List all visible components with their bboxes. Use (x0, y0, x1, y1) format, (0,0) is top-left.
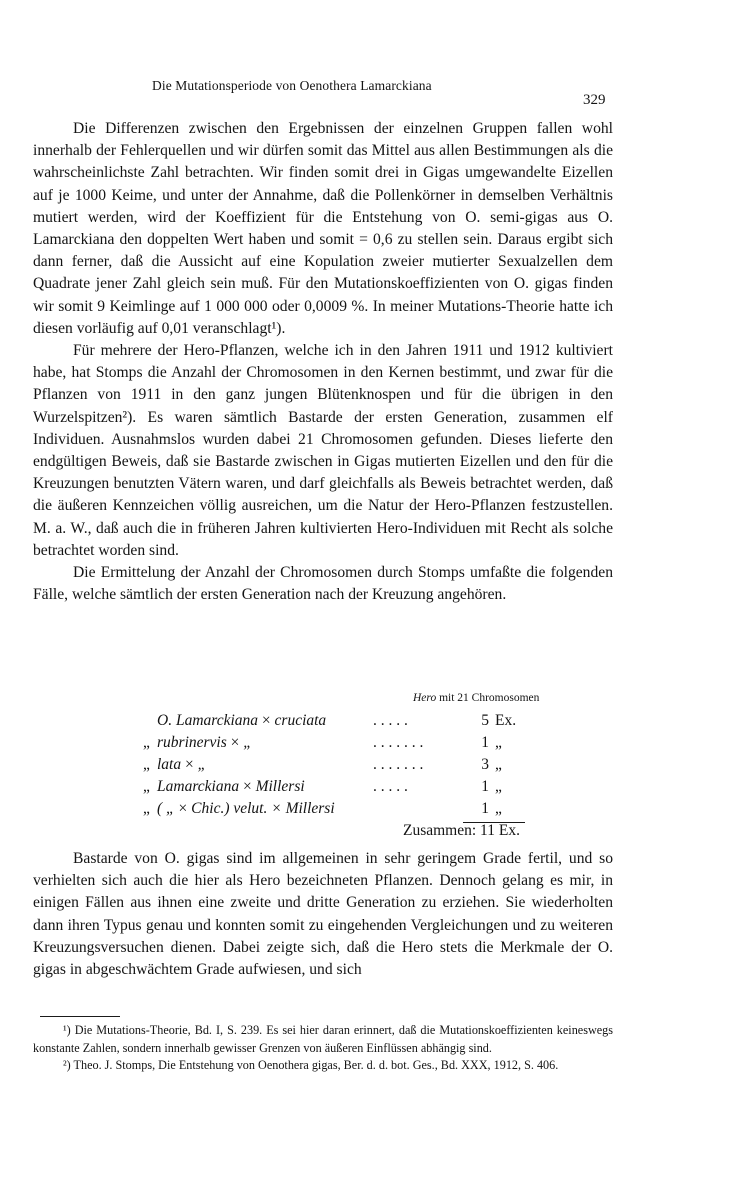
father-plant: „ (243, 734, 252, 751)
mother-plant: ( „ (157, 800, 175, 817)
cross-symbol: × (185, 756, 194, 773)
cell-dots (373, 800, 463, 823)
ditto-mark: „ (143, 734, 150, 751)
ditto-mark: „ (143, 756, 150, 773)
mother-plant: lata (157, 756, 182, 773)
footnote-2: ²) Theo. J. Stomps, Die Entstehung von Oenothera gigas, Ber. d. d. bot. Ges., Bd. XXX, 1912, S. 406. (63, 1058, 559, 1072)
mother-plant: rubrinervis (157, 734, 227, 751)
table-caption-rest: mit 21 Chromosomen (439, 692, 540, 704)
paragraph-2: Für mehrere der Hero-Pflanzen, welche ich in den Jahren 1911 und 1912 kultiviert habe, hat Stomps die Anzahl der Chromosomen in den Kernen bestimmt, und zwar für die Pflanzen von 1911 in den ganz jungen Blütenknospen und für die übrigen in den Wurzelspitzen²). Es waren sämtlich Bastarde der ersten Generation, zusammen elf Individuen. Ausnahmslos wurden dabei 21 Chromosomen gefunden. Dieses lieferte den endgültigen Beweis, daß sie Bastarde zwischen in Gigas mutierten Eizellen und den für die Kreuzungen benutzten Vätern waren, und darf gleichfalls als Beweis betrachtet werden, daß die äußeren Kennzeichen völlig ausreichen, um die Natur der Hero-Pflanzen festzustellen. M. a. W., daß auch die in früheren Jahren kultivierten Hero-Individuen mit Recht als solche betrachtet worden sind. (33, 342, 613, 559)
cross-symbol: × (242, 778, 252, 795)
chromosome-table (33, 692, 613, 842)
cross-cell (143, 800, 373, 823)
footnote-1: ¹) Die Mutations-Theorie, Bd. I, S. 239. Es sei hier daran erinnert, daß die Mutationskoeffizienten keineswegs konstante Zahlen, sondern innerhalb gewisser Grenzen von äußeren Einflüssen abhängig sind. (33, 1023, 613, 1055)
ditto-mark: „ (143, 800, 150, 817)
running-title: Die Mutationsperiode von Oenothera Lamarckiana (152, 78, 432, 93)
cell-dots: . . . . . . . (373, 756, 424, 773)
table-row (143, 756, 525, 778)
cell-count: 1 (481, 778, 489, 795)
cell-dots: . . . . . . . (373, 734, 424, 751)
father-plant: Millersi (255, 778, 305, 795)
footnotes (33, 1022, 613, 1075)
cross-symbol: × (261, 712, 271, 729)
paragraph-4: Bastarde von O. gigas sind im allgemeinen in sehr geringem Grade fertil, und so verhielten sich auch die hier als Hero bezeichneten Pflanzen. Dennoch gelang es mir, in einigen Fällen aus ihnen eine zweite und dritte Generation zu erziehen. Sie wiederholten dann ihren Typus genau und konnten somit zu eingehenden Vergleichungen und zu weiteren Kreuzungsversuchen dienen. Dabei zeigte sich, daß die Hero stets die Merkmale der O. gigas in abgeschwächtem Grade aufwiesen, und sich (33, 850, 613, 979)
table-row (143, 734, 525, 756)
father-plant: cruciata (274, 712, 327, 729)
mother-plant: Lamarckiana (157, 778, 240, 795)
table-row (143, 712, 525, 734)
main-text-upper (33, 118, 613, 606)
cell-count: 1 (463, 800, 495, 823)
table-row (143, 800, 525, 823)
paragraph-1: Die Differenzen zwischen den Ergebnissen der einzelnen Gruppen fallen wohl innerhalb der Fehlerquellen und wir dürfen somit das Mittel aus allen Bestimmungen als die wahrscheinlichste Zahl betrachten. Wir finden somit drei in Gigas umgewandelte Eizellen auf je 1000 Keime, und unter der Annahme, daß die Pollenkörner in demselben Verhältnis mutiert werden, wird der Koeffizient für die Entstehung von O. semi-gigas aus O. Lamarckiana den doppelten Wert haben und somit = 0,6 zu stellen sein. Daraus ergibt sich dann ferner, daß die Aussicht auf eine Kopulation zweier mutierter Sexualzellen dem Quadrate jener Zahl gleich sein muß. Für den Mutationskoeffizienten von O. gigas finden wir somit 9 Keimlinge auf 1 000 000 oder 0,0009 %. In meiner Mutations-Theorie hatte ich diesen vorläufig auf 0,01 veranschlagt¹). (33, 120, 613, 337)
cell-count: 5 (481, 712, 489, 729)
cross-table (143, 712, 525, 823)
father-plant: Chic.) velut. × Millersi (191, 800, 335, 817)
page-number: 329 (583, 92, 606, 108)
cross-symbol: × (178, 800, 188, 817)
cell-unit: „ (495, 734, 502, 751)
page-header (0, 76, 736, 108)
footnote-rule (40, 1016, 120, 1017)
cross-symbol: × (230, 734, 240, 751)
table-row (143, 778, 525, 800)
cell-dots: . . . . . (373, 778, 408, 795)
cross-cell (143, 734, 373, 756)
cell-dots: . . . . . (373, 712, 408, 729)
paragraph-3: Die Ermittelung der Anzahl der Chromosomen durch Stomps umfaßte die folgenden Fälle, welche sämtlich der ersten Generation nach der Kreuzung angehören. (33, 564, 613, 604)
table-total: Zusammen: 11 Ex. (403, 822, 520, 839)
cell-unit: „ (495, 756, 502, 773)
main-text-lower (33, 848, 613, 981)
cross-cell (143, 778, 373, 800)
table-caption-hero: Hero (413, 692, 437, 704)
cross-cell (143, 756, 373, 778)
mother-plant: O. Lamarckiana (157, 712, 259, 729)
cell-count: 1 (481, 734, 489, 751)
cell-unit: Ex. (495, 712, 517, 729)
cell-count: 3 (481, 756, 489, 773)
table-caption (413, 692, 539, 704)
cell-unit: „ (495, 800, 525, 823)
ditto-mark: „ (143, 778, 150, 795)
cross-cell (143, 712, 373, 734)
cell-unit: „ (495, 778, 502, 795)
father-plant: „ (197, 756, 207, 773)
